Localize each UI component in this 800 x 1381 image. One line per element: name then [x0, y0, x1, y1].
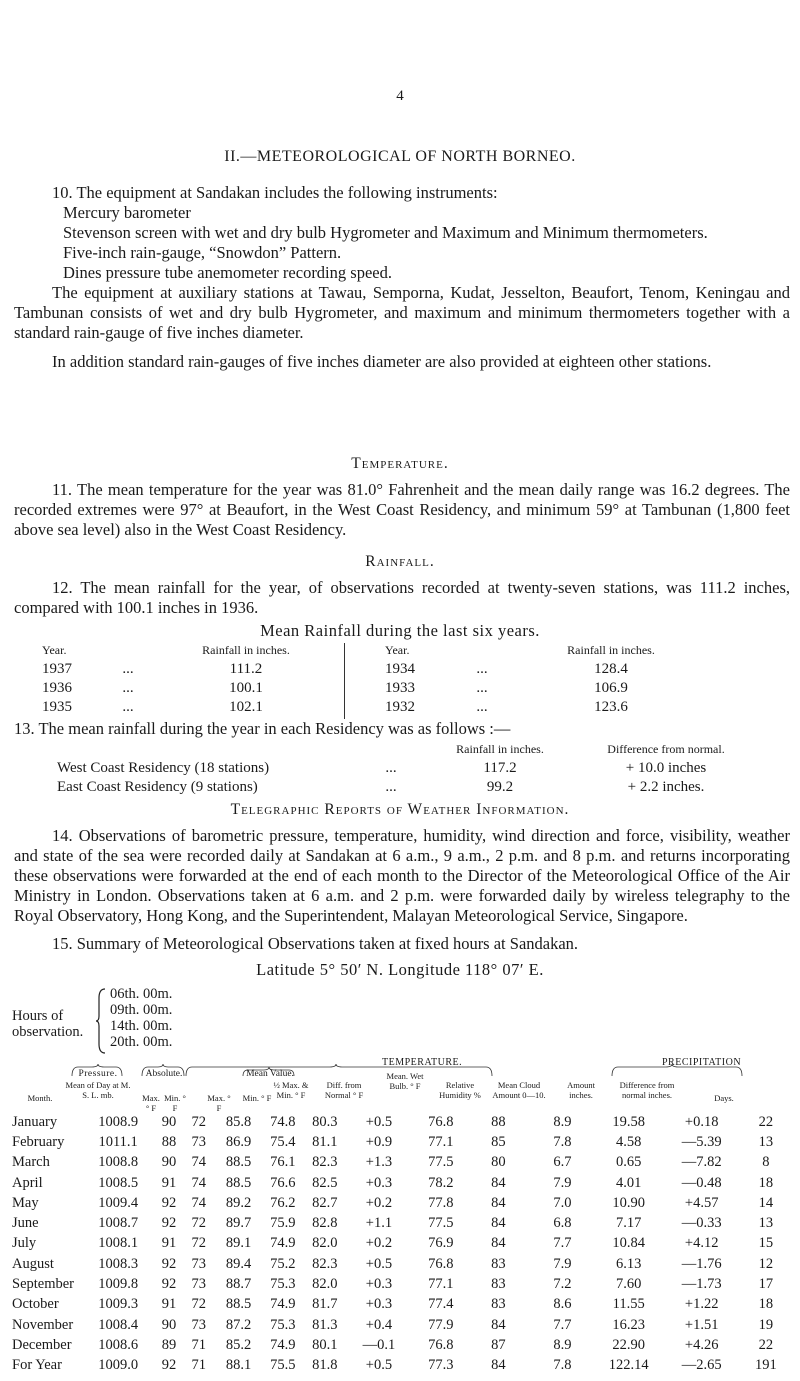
cell-wet-bulb: 76.9 [428, 1235, 454, 1252]
cell-abs-max: 92 [161, 1215, 177, 1232]
cell-rain-amount: 122.14 [608, 1357, 649, 1374]
cell-wet-bulb: 76.8 [428, 1255, 454, 1272]
cell-month: September [12, 1276, 75, 1293]
rain-table-left [42, 641, 340, 717]
cell-mean-half: 80.3 [312, 1113, 338, 1130]
humidity-header: Relative Humidity % [439, 1080, 481, 1100]
cell-abs-max: 92 [161, 1255, 177, 1272]
cell-mean-half: 82.7 [312, 1194, 338, 1211]
cell-rain-diff: +4.12 [684, 1235, 719, 1252]
cell-cloud: 7.7 [553, 1316, 572, 1333]
cell-diff-normal: +0.3 [365, 1296, 393, 1313]
cell-wet-bulb: 77.1 [428, 1276, 454, 1293]
para11-text: 11. The mean temperature for the year was 81.0° Fahrenheit and the mean daily range was 16.2 degrees. The recorded extremes were 97° at Beaufort, in the West Coast Residency, and minimum 59° at Tambunan (1,800 feet above sea level) also in the West Coast Residency. [14, 480, 790, 539]
cell-rain-diff: +1.51 [684, 1316, 719, 1333]
instrument-item: Stevenson screen with wet and dry bulb Hygrometer and Maximum and Minimum thermometers. [63, 223, 708, 242]
cell-mean-min: 74.9 [270, 1235, 296, 1252]
para13-text: 13. The mean rainfall during the year in each Residency was as follows :— [14, 719, 511, 738]
paragraph-12 [14, 578, 790, 618]
cell-diff-normal: —0.1 [362, 1336, 396, 1353]
cell-month: January [12, 1113, 58, 1130]
cell-mean-max: 88.5 [225, 1154, 252, 1171]
cell-wet-bulb: 77.9 [428, 1316, 454, 1333]
cell-mean-min: 74.8 [270, 1113, 296, 1130]
cell-abs-max: 92 [161, 1357, 177, 1374]
cell-abs-min: 74 [191, 1174, 207, 1191]
cell-mean-half: 82.8 [312, 1215, 338, 1232]
cell-mean-half: 82.0 [312, 1276, 338, 1293]
mean-value-header: Mean Value. [246, 1069, 294, 1079]
cell-rel-humidity: 88 [491, 1113, 506, 1130]
cell-rain-amount: 7.17 [616, 1215, 642, 1232]
cell-mean-half: 81.3 [312, 1316, 338, 1333]
cell-rain-amount: 16.23 [612, 1316, 646, 1333]
cell-cloud: 7.9 [553, 1174, 572, 1191]
cell-abs-max: 91 [161, 1296, 177, 1313]
cell-diff-normal: +0.4 [365, 1316, 393, 1333]
cell-rain-amount: 4.58 [616, 1133, 642, 1150]
cell-abs-min: 73 [191, 1255, 207, 1272]
cell-rain-diff: +4.57 [684, 1194, 719, 1211]
cell-abs-min: 72 [191, 1113, 207, 1130]
cell-rain-amount: 4.01 [616, 1174, 642, 1191]
cell-cloud: 8.9 [553, 1113, 572, 1130]
para14-text: 14. Observations of barometric pressure, temperature, humidity, wind direction and force, visibility, weather and state of the sea were recorded daily at Sandakan at 6 a.m., 9 a.m., 2 p.m. and 8 p.m. and returns incorporating these observations were forwarded at the end of each month to the Director of the Meteorological Office of the Air Ministry in London. Observations taken at 6 a.m. and 2 p.m. were forwarded daily by wireless telegraphy to the Royal Observatory, Hong Kong, and the Superintendent, Malayan Meteorological Service, Singapore. [14, 826, 790, 925]
cell-rain-diff: +1.22 [684, 1296, 719, 1313]
cell-abs-max: 90 [161, 1316, 177, 1333]
page-number: 4 [396, 88, 404, 104]
cell-rain-days: 13 [758, 1215, 774, 1232]
diff-rain-header: Difference from normal inches. [619, 1080, 675, 1100]
cell-rain-diff: —1.76 [681, 1255, 722, 1272]
rain-row: 1934 ... 128.4 [385, 661, 628, 677]
paragraph-11 [14, 480, 790, 540]
mv-half-header: ½ Max. & Min. ° F [273, 1080, 309, 1100]
residency-row: West Coast Residency (18 stations) ... 117.2 + 10.0 inches [57, 760, 707, 776]
temperature-heading: Temperature. [351, 455, 449, 472]
cell-rain-days: 18 [758, 1174, 774, 1191]
cell-rain-days: 12 [758, 1255, 774, 1272]
cell-abs-min: 74 [191, 1194, 207, 1211]
cell-rain-days: 17 [758, 1276, 774, 1293]
paragraph-15 [14, 934, 790, 954]
cell-abs-min: 71 [191, 1357, 207, 1374]
cell-cloud: 7.9 [553, 1255, 572, 1272]
cell-abs-min: 72 [191, 1296, 207, 1313]
cell-mean-max: 89.4 [225, 1255, 252, 1272]
cell-diff-normal: +0.3 [365, 1174, 393, 1191]
cell-rain-amount: 19.58 [612, 1113, 646, 1130]
cell-diff-normal: +0.5 [365, 1357, 393, 1374]
mv-min-header: Min. ° F [242, 1093, 272, 1103]
cell-abs-max: 90 [161, 1113, 177, 1130]
table-row [12, 1254, 788, 1274]
table-row [12, 1132, 788, 1152]
cell-mean-min: 76.6 [270, 1174, 296, 1191]
cell-mean-min: 75.5 [270, 1357, 296, 1374]
cell-mean-half: 82.0 [312, 1235, 338, 1252]
cell-rain-days: 19 [758, 1316, 774, 1333]
cell-pressure: 1009.4 [98, 1194, 139, 1211]
cell-cloud: 7.2 [553, 1276, 572, 1293]
cell-rain-days: 8 [762, 1154, 770, 1171]
hour-time: 09th. 00m. [110, 1002, 173, 1018]
cell-cloud: 8.9 [553, 1336, 572, 1353]
cell-month: August [12, 1255, 54, 1272]
cell-rain-amount: 10.84 [612, 1235, 646, 1252]
mv-max-header: Max. ° F [207, 1093, 231, 1113]
cell-mean-max: 89.2 [225, 1194, 252, 1211]
cell-mean-max: 88.7 [225, 1276, 252, 1293]
cell-rain-days: 13 [758, 1133, 774, 1150]
section-title: II.—METEOROLOGICAL OF NORTH BORNEO. [224, 148, 576, 165]
cell-mean-max: 87.2 [225, 1316, 252, 1333]
cell-rain-amount: 11.55 [612, 1296, 645, 1313]
cell-rain-days: 22 [758, 1113, 774, 1130]
telegraphic-heading: Telegraphic Reports of Weather Information. [230, 801, 570, 818]
cell-month: April [12, 1174, 43, 1191]
col-rain-label: Rainfall in inches. [202, 643, 290, 657]
table-row [12, 1153, 788, 1173]
para10-aux: The equipment at auxiliary stations at Tawau, Semporna, Kudat, Jesselton, Beaufort, Tenom, Keningau and Tambunan consists of wet and dry bulb Hygrometer, and maximum and minimum thermometers together with a standard rain-gauge of five inches diameter. [14, 283, 790, 342]
cell-mean-min: 75.3 [270, 1316, 296, 1333]
cell-rel-humidity: 87 [491, 1336, 506, 1353]
cell-month: May [12, 1194, 39, 1211]
cell-mean-half: 82.5 [312, 1174, 338, 1191]
col-diff-label: Difference from normal. [607, 742, 725, 756]
amount-header: Amount inches. [567, 1080, 595, 1100]
table-row [12, 1274, 788, 1294]
cell-rain-days: 15 [758, 1235, 774, 1252]
cell-mean-half: 80.1 [312, 1336, 338, 1353]
cell-pressure: 1008.9 [98, 1113, 139, 1130]
cell-rain-days: 22 [758, 1336, 774, 1353]
cell-wet-bulb: 77.1 [428, 1133, 454, 1150]
cell-abs-min: 73 [191, 1133, 207, 1150]
rain-row: 1932 ... 123.6 [385, 699, 628, 715]
cell-month: February [12, 1133, 65, 1150]
col-year-label: Year. [42, 643, 67, 657]
cell-month: March [12, 1154, 50, 1171]
cell-mean-half: 82.3 [312, 1154, 338, 1171]
cell-rel-humidity: 83 [491, 1276, 506, 1293]
hour-time: 20th. 00m. [110, 1034, 173, 1050]
cloud-header: Mean Cloud Amount 0—10. [492, 1080, 546, 1100]
cell-cloud: 8.6 [553, 1296, 572, 1313]
rain-row: 1936 ... 100.1 [42, 680, 263, 696]
cell-abs-min: 72 [191, 1235, 207, 1252]
temperature-group-label: TEMPERATURE. [382, 1057, 463, 1068]
col-rain-label: Rainfall in inches. [567, 643, 655, 657]
table-row [12, 1213, 788, 1233]
pressure-sub-header: Mean of Day at M. S. L. mb. [65, 1080, 131, 1100]
col-year-label: Year. [385, 643, 410, 657]
cell-rain-diff: —0.33 [681, 1215, 722, 1232]
rain-row: 1933 ... 106.9 [385, 680, 628, 696]
cell-rain-days: 18 [758, 1296, 774, 1313]
cell-diff-normal: +0.3 [365, 1276, 393, 1293]
cell-mean-max: 85.8 [225, 1113, 252, 1130]
cell-diff-normal: +1.3 [365, 1154, 393, 1171]
table-row [12, 1173, 788, 1193]
month-header: Month. [27, 1093, 53, 1103]
latitude-line: Latitude 5° 50′ N. Longitude 118° 07′ E. [256, 960, 544, 979]
cell-wet-bulb: 77.5 [428, 1154, 454, 1171]
cell-mean-max: 89.1 [225, 1235, 252, 1252]
cell-pressure: 1008.5 [98, 1174, 139, 1191]
cell-mean-min: 75.3 [270, 1276, 296, 1293]
cell-diff-normal: +0.2 [365, 1194, 393, 1211]
cell-abs-min: 73 [191, 1316, 207, 1333]
cell-month: July [12, 1235, 37, 1252]
cell-pressure: 1009.0 [98, 1357, 139, 1374]
cell-mean-max: 88.1 [225, 1357, 252, 1374]
cell-rain-amount: 22.90 [612, 1336, 646, 1353]
cell-rel-humidity: 84 [491, 1194, 506, 1211]
cell-rain-amount: 6.13 [616, 1255, 642, 1272]
cell-mean-half: 82.3 [312, 1255, 338, 1272]
cell-rel-humidity: 84 [491, 1316, 506, 1333]
col-rain-label: Rainfall in inches. [456, 742, 544, 756]
precipitation-group-label: PRECIPITATION [662, 1057, 742, 1068]
cell-diff-normal: +0.5 [365, 1255, 393, 1272]
cell-pressure: 1008.7 [98, 1215, 139, 1232]
cell-cloud: 7.7 [553, 1235, 572, 1252]
cell-mean-half: 81.1 [312, 1133, 338, 1150]
cell-wet-bulb: 77.4 [428, 1296, 454, 1313]
cell-pressure: 1008.4 [98, 1316, 139, 1333]
cell-mean-min: 76.2 [270, 1194, 296, 1211]
para10-addition: In addition standard rain-gauges of five inches diameter are also provided at eighteen other stations. [52, 352, 712, 371]
cell-cloud: 7.8 [553, 1357, 572, 1374]
cell-mean-max: 85.2 [225, 1336, 252, 1353]
cell-abs-min: 74 [191, 1154, 207, 1171]
cell-abs-max: 91 [161, 1235, 177, 1252]
cell-rel-humidity: 83 [491, 1296, 506, 1313]
cell-pressure: 1009.3 [98, 1296, 139, 1313]
cell-abs-max: 88 [161, 1133, 177, 1150]
cell-pressure: 1008.1 [98, 1235, 139, 1252]
hours-label: Hours of [12, 1008, 64, 1024]
cell-cloud: 7.0 [553, 1194, 572, 1211]
cell-pressure: 1011.1 [98, 1133, 138, 1150]
cell-diff-normal: +0.9 [365, 1133, 393, 1150]
rain-table-divider [344, 643, 345, 719]
cell-mean-max: 89.7 [225, 1215, 252, 1232]
cell-cloud: 6.8 [553, 1215, 572, 1232]
cell-mean-min: 74.9 [270, 1336, 296, 1353]
rain-row: 1937 ... 111.2 [42, 661, 263, 677]
cell-abs-min: 71 [191, 1336, 207, 1353]
paragraph-10 [14, 183, 790, 372]
hours-of-observation [12, 986, 252, 1056]
cell-abs-min: 73 [191, 1276, 207, 1293]
cell-mean-half: 81.7 [312, 1296, 338, 1313]
cell-rel-humidity: 85 [491, 1133, 506, 1150]
table-row [12, 1193, 788, 1213]
cell-wet-bulb: 77.5 [428, 1215, 454, 1232]
cell-abs-max: 92 [161, 1194, 177, 1211]
table-row-year [12, 1356, 788, 1376]
cell-rain-diff: —0.48 [681, 1174, 722, 1191]
cell-pressure: 1009.8 [98, 1276, 139, 1293]
cell-wet-bulb: 77.8 [428, 1194, 454, 1211]
cell-abs-min: 72 [191, 1215, 207, 1232]
cell-mean-min: 74.9 [270, 1296, 296, 1313]
met-summary-table [12, 1112, 788, 1376]
cell-abs-max: 89 [161, 1336, 177, 1353]
brace-icon [96, 988, 106, 1054]
cell-pressure: 1008.3 [98, 1255, 139, 1272]
paragraph-14 [14, 826, 790, 926]
table-row [12, 1112, 788, 1132]
para15-text: 15. Summary of Meteorological Observations taken at fixed hours at Sandakan. [52, 934, 579, 953]
cell-mean-max: 88.5 [225, 1174, 252, 1191]
cell-rel-humidity: 80 [491, 1154, 506, 1171]
cell-rain-amount: 7.60 [616, 1276, 642, 1293]
cell-wet-bulb: 78.2 [428, 1174, 454, 1191]
cell-month: October [12, 1296, 59, 1313]
days-header: Days. [714, 1093, 734, 1103]
cell-wet-bulb: 77.3 [428, 1357, 454, 1374]
cell-abs-max: 92 [161, 1276, 177, 1293]
cell-rain-diff: —7.82 [681, 1154, 722, 1171]
instrument-item: Five-inch rain-gauge, “Snowdon” Pattern. [63, 243, 342, 262]
cell-mean-min: 75.2 [270, 1255, 296, 1272]
diff-normal-temp-header: Diff. from Normal ° F [324, 1080, 364, 1100]
absolute-header: Absolute. [145, 1069, 183, 1079]
wet-bulb-header: Mean. Wet Bulb. ° F [386, 1071, 424, 1091]
para12-text: 12. The mean rainfall for the year, of observations recorded at twenty-seven stations, was 111.2 inches, compared with 100.1 inches in 1936. [14, 578, 790, 617]
instrument-item: Dines pressure tube anemometer recording speed. [63, 263, 392, 282]
cell-pressure: 1008.6 [98, 1336, 139, 1353]
table-row [12, 1234, 788, 1254]
cell-mean-max: 86.9 [225, 1133, 252, 1150]
cell-month: December [12, 1336, 72, 1353]
cell-rain-diff: —2.65 [681, 1357, 722, 1374]
pressure-header: Pressure. [78, 1069, 118, 1079]
rain-table-caption: Mean Rainfall during the last six years. [260, 621, 540, 640]
cell-mean-min: 75.9 [270, 1215, 296, 1232]
cell-wet-bulb: 76.8 [428, 1113, 454, 1130]
cell-rain-diff: —1.73 [681, 1276, 722, 1293]
cell-abs-max: 91 [161, 1174, 177, 1191]
cell-abs-max: 90 [161, 1154, 177, 1171]
hour-time: 06th. 00m. [110, 986, 173, 1002]
cell-mean-max: 88.5 [225, 1296, 252, 1313]
cell-diff-normal: +0.2 [365, 1235, 393, 1252]
table-row [12, 1315, 788, 1335]
rain-row: 1935 ... 102.1 [42, 699, 263, 715]
cell-month: For Year [12, 1357, 62, 1374]
cell-rain-days: 191 [754, 1357, 777, 1374]
cell-rel-humidity: 84 [491, 1357, 506, 1374]
cell-diff-normal: +0.5 [365, 1113, 393, 1130]
cell-rel-humidity: 83 [491, 1255, 506, 1272]
cell-mean-min: 76.1 [270, 1154, 296, 1171]
hour-time: 14th. 00m. [110, 1018, 173, 1034]
cell-rel-humidity: 84 [491, 1174, 506, 1191]
cell-month: June [12, 1215, 39, 1232]
cell-wet-bulb: 76.8 [428, 1336, 454, 1353]
instrument-item: Mercury barometer [63, 203, 191, 222]
cell-rain-diff: +4.26 [684, 1336, 719, 1353]
cell-month: November [12, 1316, 74, 1333]
cell-rain-diff: +0.18 [684, 1113, 719, 1130]
abs-min-header: Min. ° F [164, 1093, 186, 1113]
table-row [12, 1335, 788, 1355]
cell-rel-humidity: 84 [491, 1235, 506, 1252]
cell-rain-diff: —5.39 [681, 1133, 722, 1150]
table-row [12, 1295, 788, 1315]
cell-pressure: 1008.8 [98, 1154, 139, 1171]
rain-table-right [385, 641, 705, 717]
para10-intro: 10. The equipment at Sandakan includes the following instruments: [52, 183, 498, 202]
cell-rain-amount: 0.65 [616, 1154, 642, 1171]
abs-max-header: Max. ° F [142, 1093, 160, 1113]
cell-mean-half: 81.8 [312, 1357, 338, 1374]
cell-cloud: 7.8 [553, 1133, 572, 1150]
cell-diff-normal: +1.1 [365, 1215, 393, 1232]
rainfall-heading: Rainfall. [365, 553, 435, 570]
cell-rain-days: 14 [758, 1194, 774, 1211]
met-table-body [12, 1112, 788, 1376]
residency-row: East Coast Residency (9 stations) ... 99.2 + 2.2 inches. [57, 779, 705, 795]
cell-rel-humidity: 84 [491, 1215, 506, 1232]
cell-rain-amount: 10.90 [612, 1194, 646, 1211]
cell-mean-min: 75.4 [270, 1133, 296, 1150]
observation-label: observation. [12, 1024, 84, 1040]
paragraph-13 [14, 719, 790, 739]
cell-cloud: 6.7 [553, 1154, 572, 1171]
residency-table [57, 740, 757, 797]
